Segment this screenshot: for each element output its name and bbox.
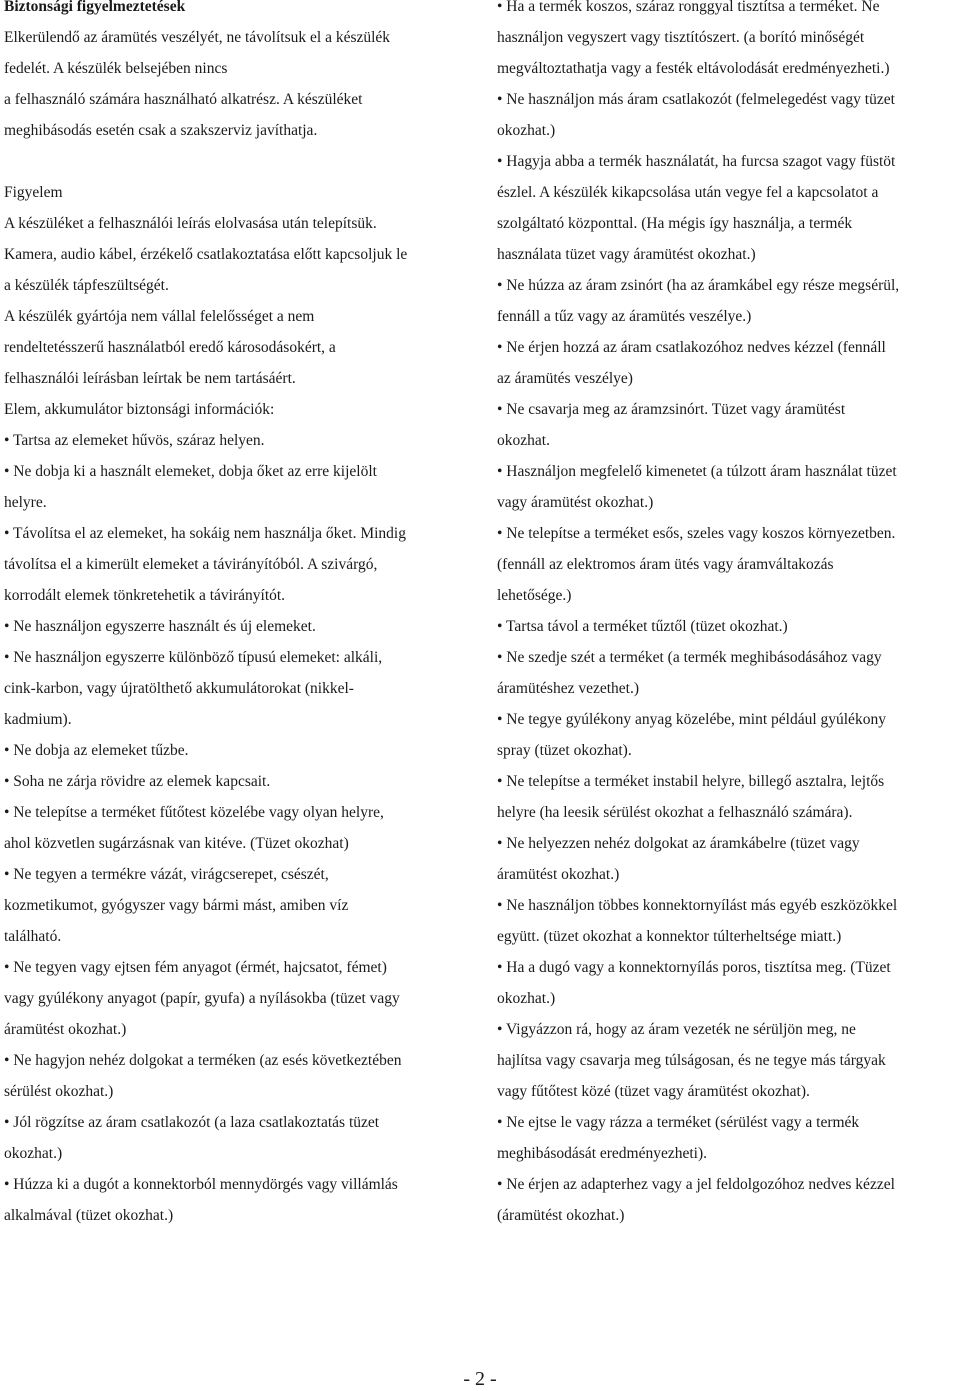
text-line: rendeltetésszerű használatból eredő károsodásokért, a — [4, 339, 336, 356]
bullet-line: használata tüzet vagy áramütést okozhat.) — [497, 246, 756, 263]
bullet-line: helyre (ha leesik sérülést okozhat a felhasználó számára). — [497, 804, 853, 821]
bullet-item — [497, 1107, 956, 1169]
bullet-item — [497, 456, 956, 518]
page-number: - 2 - — [463, 1368, 497, 1390]
attention-text — [4, 208, 468, 425]
bullet-line: • Ne dobja az elemeket tűzbe. — [4, 742, 189, 759]
bullet-item — [4, 425, 468, 456]
text-line: meghibásodás esetén csak a szakszerviz javíthatja. — [4, 122, 318, 139]
bullet-line: együtt. (tüzet okozhat a konnektor túlterheltsége miatt.) — [497, 928, 842, 945]
bullet-line: spray (tüzet okozhat). — [497, 742, 632, 759]
bullet-item — [497, 1014, 956, 1107]
bullet-line: • Távolítsa el az elemeket, ha sokáig nem használja őket. Mindig — [4, 525, 406, 542]
bullet-line: • Ne tegyen vagy ejtsen fém anyagot (érmét, hajcsatot, fémet) — [4, 959, 387, 976]
bullet-line: • Ne használjon többes konnektornyílást más egyéb eszközökkel — [497, 897, 898, 914]
bullet-line: okozhat.) — [497, 122, 556, 139]
bullet-item — [497, 84, 956, 146]
bullet-line: • Ne szedje szét a terméket (a termék meghibásodásához vagy — [497, 649, 882, 666]
bullet-line: okozhat.) — [4, 1145, 63, 1162]
bullet-item — [4, 735, 468, 766]
bullet-line: • Ha a dugó vagy a konnektornyílás poros, tisztítsa meg. (Tüzet — [497, 959, 891, 976]
bullet-line: • Tartsa távol a terméket tűztől (tüzet okozhat.) — [497, 618, 788, 635]
bullet-item — [4, 797, 468, 859]
bullet-line: cink-karbon, vagy újratölthető akkumulátorokat (nikkel- — [4, 680, 354, 697]
bullet-item — [4, 456, 468, 518]
text-line: Elem, akkumulátor biztonsági információk: — [4, 401, 275, 418]
bullet-item — [497, 270, 956, 332]
bullet-item — [497, 766, 956, 828]
bullet-item — [497, 704, 956, 766]
bullet-line: fennáll a tűz vagy az áramütés veszélye.) — [497, 308, 752, 325]
bullet-line: vagy gyúlékony anyagot (papír, gyufa) a nyílásokba (tüzet vagy — [4, 990, 400, 1007]
bullet-line: • Ne telepítse a terméket fűtőtest közelébe vagy olyan helyre, — [4, 804, 384, 821]
bullet-line: • Soha ne zárja rövidre az elemek kapcsait. — [4, 773, 271, 790]
bullet-line: • Húzza ki a dugót a konnektorból mennydörgés vagy villámlás — [4, 1176, 398, 1193]
text-line: fedelét. A készülék belsejében nincs — [4, 60, 228, 77]
bullet-line: (áramütést okozhat.) — [497, 1207, 625, 1224]
bullet-line: hajlítsa vagy csavarja meg túlságosan, és ne tegye más tárgyak — [497, 1052, 886, 1069]
bullet-line: áramütéshez vezethet.) — [497, 680, 639, 697]
bullet-item — [497, 828, 956, 890]
bullet-item — [497, 890, 956, 952]
bullet-item — [4, 611, 468, 642]
bullet-line: • Ne tegye gyúlékony anyag közelébe, mint például gyúlékony — [497, 711, 886, 728]
bullet-line: kozmetikumot, gyógyszer vagy bármi mást, amiben víz — [4, 897, 349, 914]
bullet-line: • Ne használjon egyszerre használt és új elemeket. — [4, 618, 316, 635]
left-column — [4, 0, 468, 1231]
bullet-line: • Ne használjon egyszerre különböző típusú elemeket: alkáli, — [4, 649, 383, 666]
bullet-line: • Ne használjon más áram csatlakozót (felmelegedést vagy tüzet — [497, 91, 895, 108]
text-line: Kamera, audio kábel, érzékelő csatlakoztatása előtt kapcsoljuk le — [4, 246, 408, 263]
bullet-line: • Ne telepítse a terméket instabil helyre, billegő asztalra, lejtős — [497, 773, 885, 790]
text-line: A készüléket a felhasználói leírás elolvasása után telepítsük. — [4, 215, 377, 232]
bullet-line: ahol közvetlen sugárzásnak van kitéve. (Tüzet okozhat) — [4, 835, 349, 852]
bullet-line: áramütést okozhat.) — [497, 866, 620, 883]
text-line: felhasználói leírásban leírtak be nem tartásáért. — [4, 370, 296, 387]
spacer — [4, 146, 468, 177]
bullet-line: • Ne érjen hozzá az áram csatlakozóhoz nedves kézzel (fennáll — [497, 339, 886, 356]
bullet-item — [497, 642, 956, 704]
bullet-line: • Ne dobja ki a használt elemeket, dobja őket az erre kijelölt — [4, 463, 377, 480]
right-column — [497, 0, 956, 1231]
bullet-line: lehetősége.) — [497, 587, 572, 604]
bullet-item — [497, 332, 956, 394]
bullet-item — [497, 611, 956, 642]
bullet-item — [4, 952, 468, 1045]
bullet-line: • Ne tegyen a termékre vázát, virágcserepet, csészét, — [4, 866, 329, 883]
bullet-line: • Ne csavarja meg az áramzsinórt. Tüzet vagy áramütést — [497, 401, 846, 418]
bullet-line: észlel. A készülék kikapcsolása után vegye fel a kapcsolatot a — [497, 184, 879, 201]
bullet-line: vagy fűtőtest közé (tüzet vagy áramütést okozhat). — [497, 1083, 810, 1100]
bullet-line: használjon vegyszert vagy tisztítószert. (a borító minőségét — [497, 29, 865, 46]
bullet-line: • Ne húzza az áram zsinórt (ha az áramkábel egy része megsérül, — [497, 277, 900, 294]
text-line: a felhasználó számára használható alkatrész. A készüléket — [4, 91, 363, 108]
attention-title: Figyelem — [4, 184, 63, 201]
bullet-line: • Ne ejtse le vagy rázza a terméket (sérülést vagy a termék — [497, 1114, 860, 1131]
bullet-item — [497, 0, 956, 84]
bullet-line: áramütést okozhat.) — [4, 1021, 127, 1038]
bullet-line: • Ne érjen az adapterhez vagy a jel feldolgozóhoz nedves kézzel — [497, 1176, 895, 1193]
bullet-line: • Tartsa az elemeket hűvös, száraz helyen. — [4, 432, 265, 449]
bullet-line: szolgáltató központtal. (Ha mégis így használja, a termék — [497, 215, 853, 232]
bullet-item — [4, 859, 468, 952]
bullet-item — [4, 1169, 468, 1231]
bullet-item — [497, 146, 956, 270]
safety-warnings-text — [4, 22, 468, 146]
bullet-item — [4, 518, 468, 611]
safety-warnings-title: Biztonsági figyelmeztetések — [4, 0, 186, 15]
bullet-line: vagy áramütést okozhat.) — [497, 494, 654, 511]
bullet-line: • Hagyja abba a termék használatát, ha furcsa szagot vagy füstöt — [497, 153, 896, 170]
bullet-line: • Vigyázzon rá, hogy az áram vezeték ne sérüljön meg, ne — [497, 1021, 856, 1038]
text-line: Elkerülendő az áramütés veszélyét, ne távolítsuk el a készülék — [4, 29, 391, 46]
bullet-line: megváltoztathatja vagy a festék eltávolodását eredményezheti.) — [497, 60, 890, 77]
bullet-line: okozhat. — [497, 432, 550, 449]
bullet-line: • Használjon megfelelő kimenetet (a túlzott áram használat tüzet — [497, 463, 897, 480]
bullet-line: helyre. — [4, 494, 47, 511]
bullet-line: • Ne hagyjon nehéz dolgokat a terméken (az esés következtében — [4, 1052, 402, 1069]
bullet-line: sérülést okozhat.) — [4, 1083, 114, 1100]
bullet-line: • Ha a termék koszos, száraz ronggyal tisztítsa a terméket. Ne — [497, 0, 880, 15]
bullet-item — [497, 518, 956, 611]
bullet-line: meghibásodását eredményezheti). — [497, 1145, 708, 1162]
bullet-item — [497, 394, 956, 456]
bullet-line: • Ne helyezzen nehéz dolgokat az áramkábelre (tüzet vagy — [497, 835, 860, 852]
bullet-line: található. — [4, 928, 62, 945]
bullet-line: alkalmával (tüzet okozhat.) — [4, 1207, 174, 1224]
text-line: A készülék gyártója nem vállal felelősséget a nem — [4, 308, 315, 325]
bullet-item — [4, 642, 468, 735]
bullet-line: • Jól rögzítse az áram csatlakozót (a laza csatlakoztatás tüzet — [4, 1114, 380, 1131]
text-line: a készülék tápfeszültségét. — [4, 277, 169, 294]
bullet-line: okozhat.) — [497, 990, 556, 1007]
bullet-line: az áramütés veszélye) — [497, 370, 633, 387]
bullet-item — [497, 952, 956, 1014]
bullet-line: kadmium). — [4, 711, 72, 728]
bullet-line: korrodált elemek tönkretehetik a távirányítót. — [4, 587, 286, 604]
bullet-line: (fennáll az elektromos áram ütés vagy áramváltakozás — [497, 556, 834, 573]
product-safety-list — [497, 0, 956, 1231]
bullet-item — [4, 1045, 468, 1107]
battery-safety-list — [4, 425, 468, 1231]
bullet-item — [4, 1107, 468, 1169]
bullet-line: távolítsa el a kimerült elemeket a távirányítóból. A szivárgó, — [4, 556, 378, 573]
bullet-line: • Ne telepítse a terméket esős, szeles vagy koszos környezetben. — [497, 525, 896, 542]
bullet-item — [4, 766, 468, 797]
bullet-item — [497, 1169, 956, 1231]
